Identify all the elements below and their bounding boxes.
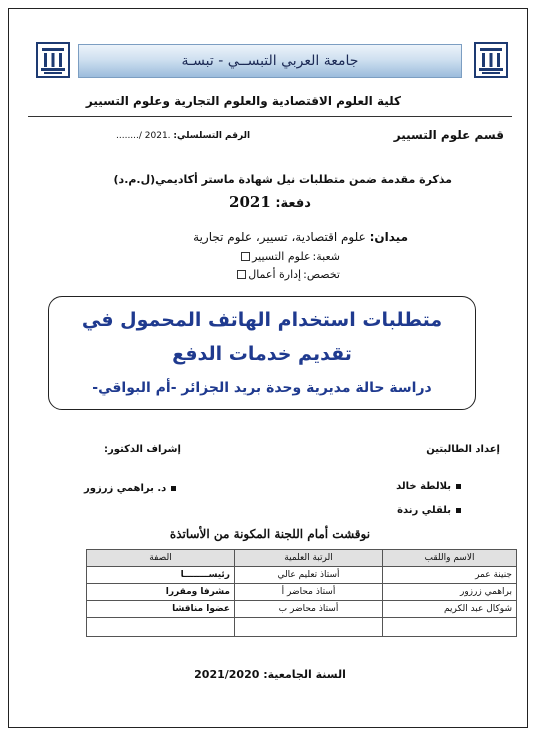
field-line [193, 230, 408, 244]
university-logo-icon [36, 42, 70, 78]
batch-year: 2021 [229, 193, 271, 211]
branch-checkbox [241, 252, 250, 261]
table-row [87, 567, 517, 584]
column-header: الاسم واللقب [383, 550, 517, 567]
specialty-checkbox [237, 270, 246, 279]
member-role: رئيســــــــا [87, 567, 235, 584]
student-name: بلقلي رندة [397, 505, 451, 516]
member-role [87, 618, 235, 637]
specialty-line [237, 268, 340, 281]
serial-number [116, 131, 250, 141]
member-role: عضوا مناقشا [87, 601, 235, 618]
committee-title: نوقشت أمام اللجنة المكونة من الأساتذة [169, 527, 371, 541]
member-name [383, 618, 517, 637]
supervisor-item [84, 483, 176, 494]
member-rank: أستاذ تعليم عالي [235, 567, 383, 584]
specialty-label: تخصص: [303, 268, 340, 281]
table-header-row [87, 550, 517, 567]
memo-statement: مذكرة مقدمة ضمن متطلبات نيل شهادة ماستر أكاديمي(ل.م.د) [113, 173, 452, 186]
batch [0, 193, 540, 211]
student-item [397, 505, 461, 516]
thesis-subtitle: دراسة حالة مديرية وحدة بريد الجزائر -أم البواقي- [92, 380, 432, 396]
university-banner [78, 44, 462, 78]
serial-value: ......../ 2021. [116, 131, 171, 141]
branch-value: علوم التسيير [252, 250, 311, 263]
student-item [396, 481, 461, 492]
branch-line [241, 250, 340, 263]
student-name: بلالطة خالد [396, 481, 451, 492]
thesis-title-line1: متطلبات استخدام الهاتف المحمول في [81, 309, 443, 331]
batch-label: دفعة: [275, 196, 311, 211]
bullet-icon [456, 484, 461, 489]
column-header: الصفة [87, 550, 235, 567]
bullet-icon [171, 486, 176, 491]
column-header: الرتبة العلمية [235, 550, 383, 567]
member-rank [235, 618, 383, 637]
member-rank: أستاذ محاضر ب [235, 601, 383, 618]
department-name: قسم علوم التسيير [393, 128, 504, 142]
bullet-icon [456, 508, 461, 513]
member-role: مشرفا ومقررا [87, 584, 235, 601]
supervisor-name: د. براهمي زرزور [84, 483, 167, 494]
thesis-title-line2: تقديم خدمات الدفع [172, 343, 352, 365]
faculty-name: كلية العلوم الاقتصادية والعلوم التجارية وعلوم التسيير [85, 94, 401, 108]
table-row [87, 601, 517, 618]
member-name: شوكال عبد الكريم [383, 601, 517, 618]
table-row [87, 618, 517, 637]
students-label: إعداد الطالبتين [426, 444, 500, 455]
academic-year: السنة الجامعية: 2021/2020 [194, 668, 346, 681]
member-name: براهمي زرزور [383, 584, 517, 601]
specialty-value: إدارة أعمال [248, 268, 302, 281]
header-divider [28, 116, 512, 117]
supervisor-label: إشراف الدكتور: [104, 444, 181, 455]
table-row [87, 584, 517, 601]
member-rank: أستاذ محاضر أ [235, 584, 383, 601]
university-logo-icon [474, 42, 508, 78]
serial-label: الرقم التسلسلي: [173, 131, 251, 141]
committee-table [86, 549, 517, 637]
branch-label: شعبة: [312, 250, 340, 263]
field-value: علوم اقتصادية، تسيير، علوم تجارية [193, 230, 370, 244]
member-name: جنينة عمر [383, 567, 517, 584]
university-name: جامعة العربي التبســي - تبسـة [181, 53, 359, 69]
field-label: ميدان: [369, 230, 408, 244]
